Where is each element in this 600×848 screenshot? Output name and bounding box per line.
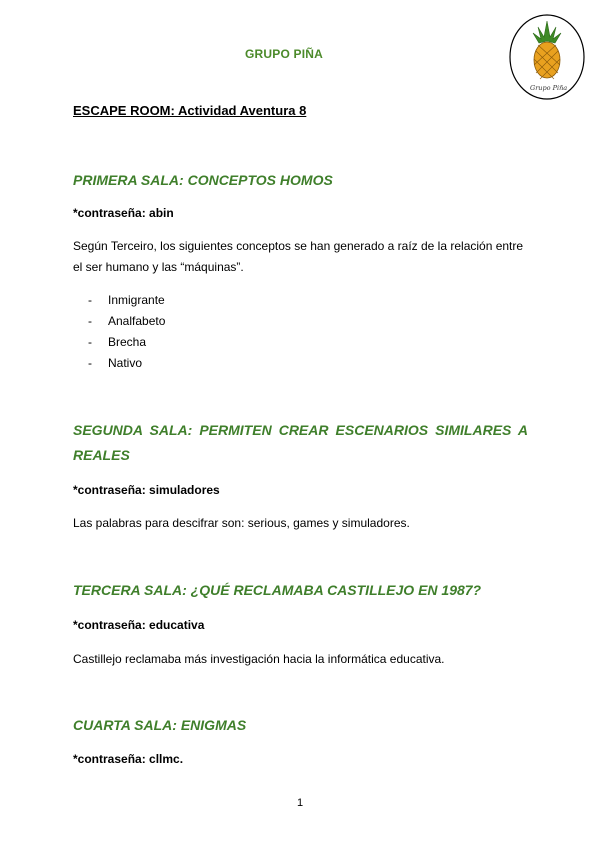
sala-3-text: Castillejo reclamaba más investigación hacia la informática educativa. [73,652,445,666]
sala-2-heading-line-2: REALES [73,447,130,463]
sala-1-list [88,290,165,374]
pineapple-icon [508,13,586,101]
document-title: ESCAPE ROOM: Actividad Aventura 8 [73,103,307,118]
sala-1-text [73,236,533,278]
list-item: - Nativo [88,353,165,374]
group-name: GRUPO PIÑA [244,47,323,61]
page-number: 1 [296,797,304,809]
sala-1-heading: PRIMERA SALA: CONCEPTOS HOMOS [73,172,333,188]
sala-2-text: Las palabras para descifrar son: serious, games y simuladores. [73,516,410,530]
list-item: - Brecha [88,332,165,353]
sala-1-password: *contraseña: abin [73,206,174,220]
sala-1-text-line-2: el ser humano y las “máquinas”. [73,260,244,274]
sala-3-heading: TERCERA SALA: ¿QUÉ RECLAMABA CASTILLEJO EN 1987? [73,582,482,598]
list-marker: - [88,293,92,307]
sala-2-password: *contraseña: simuladores [73,483,220,497]
list-marker: - [88,314,92,328]
sala-2-heading: SEGUNDA SALA: PERMITEN CREAR ESCENARIOS SIMILARES A [73,422,528,438]
list-marker: - [88,356,92,370]
list-item: - Inmigrante [88,290,165,311]
list-item: - Analfabeto [88,311,165,332]
svg-text:Grupo Piña: Grupo Piña [530,84,568,92]
list-marker: - [88,335,92,349]
sala-4-heading: CUARTA SALA: ENIGMAS [73,717,247,733]
sala-3-password: *contraseña: educativa [73,618,205,632]
sala-4-password: *contraseña: cllmc. [73,752,184,766]
group-logo [508,13,586,101]
sala-1-text-line-1: Según Terceiro, los siguientes conceptos se han generado a raíz de la relación entre [73,239,524,253]
